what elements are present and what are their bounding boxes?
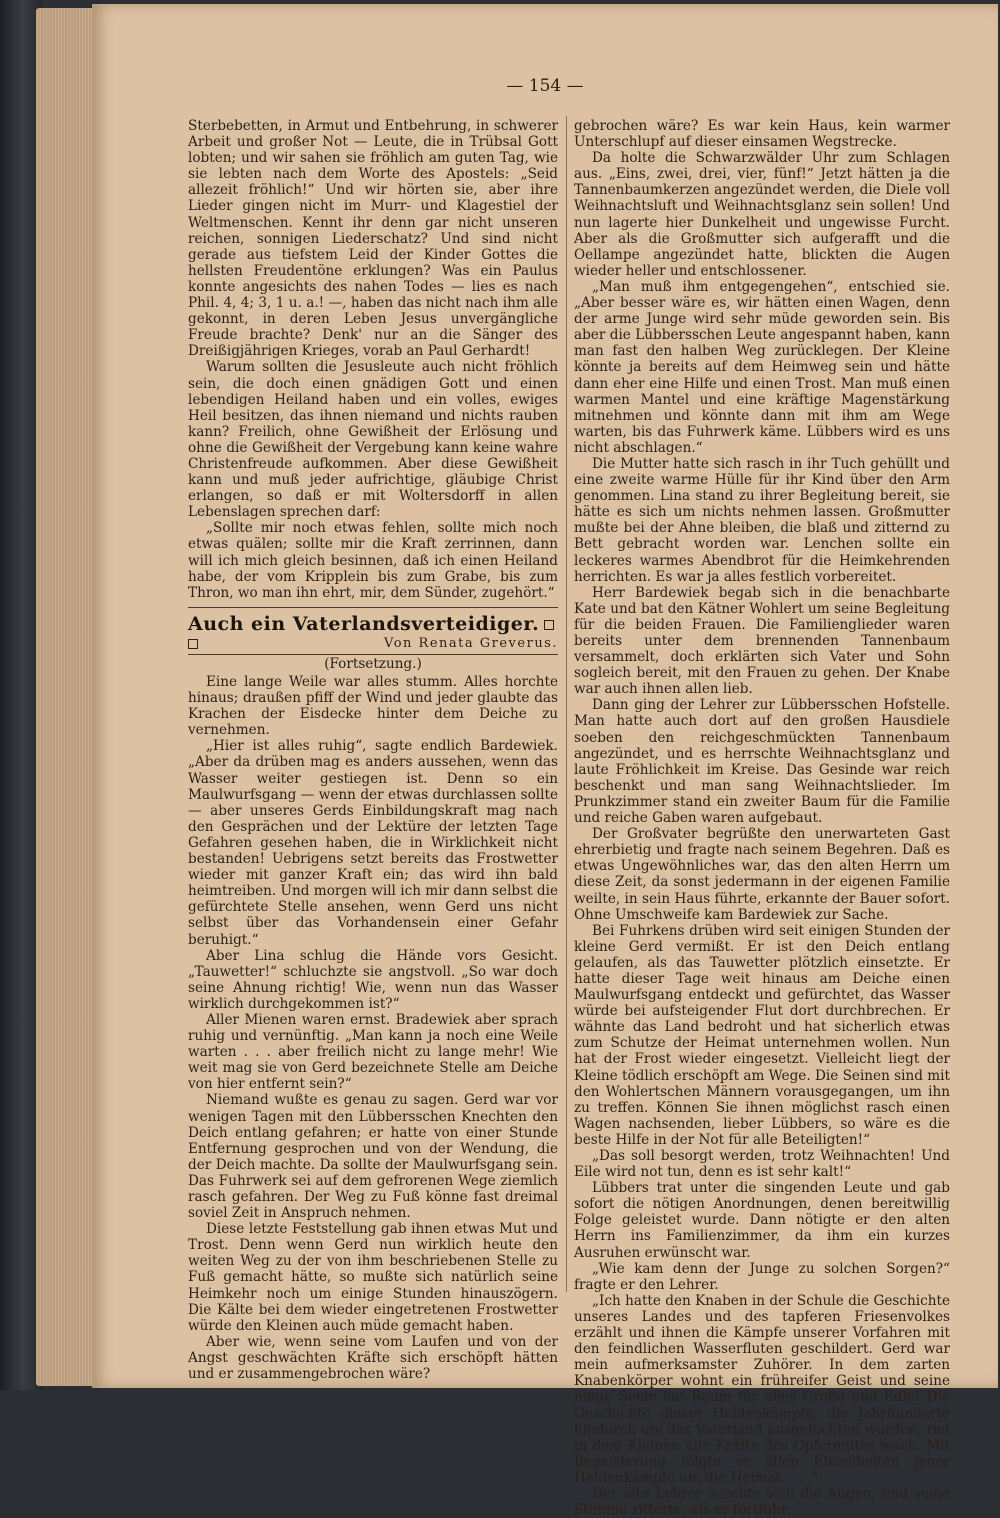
paragraph: „Wie kam denn der Junge zu solchen Sorgen?“ fragte er den Lehrer. <box>574 1260 950 1293</box>
left-column <box>188 118 558 1383</box>
paragraph: Aller Mienen waren ernst. Bradewiek aber sprach ruhig und vernünftig. „Man kann ja noch eine Weile warten . . . aber freilich nicht zu lange mehr! Wie weit mag sie von Gerd bezeichnete Stelle am Deiche von hier entfernt sein?“ <box>188 1011 558 1093</box>
paragraph: Die Mutter hatte sich rasch in ihr Tuch gehüllt und eine zweite warme Hülle für ihr Kind über den Arm genommen. Lina stand zu ihrer Begleitung bereit, sie hätte es sich um nichts nehmen lassen. Großmutter mußte bei der Ahne bleiben, die blaß und zitternd zu Bett gebracht worden war. Lenchen sollte ein leckeres warmes Abendbrot für die Heimkehrenden herrichten. Es war ja alles festlich vorbereitet. <box>574 455 950 585</box>
box-ornament-icon <box>188 639 198 649</box>
rule <box>188 654 558 655</box>
paragraph: Aber Lina schlug die Hände vors Gesicht. „Tauwetter!“ schluchzte sie angstvoll. „So war doch seine Ahnung richtig! Wie, wenn nun das Wasser wirklich durchgekommen ist?“ <box>188 947 558 1012</box>
paragraph: Bei Fuhrkens drüben wird seit einigen Stunden der kleine Gerd vermißt. Er ist den Deich entlang gelaufen, als das Tauwetter plötzlich einsetzte. Er hatte dieser Tage weit hinaus am Deiche einen Maulwurfsgang entdeckt und gefürchtet, das Wasser würde bei aufsteigender Flut dort durchbrechen. Er wähnte das Land bedroht und hat sicherlich etwas zum Schutze der Heimat unternehmen wollen. Nun hat der Frost wieder eingesetzt. Vielleicht liegt der Kleine tödlich erschöpft am Wege. Die Seinen sind mit den Wohlertschen Männern vorausgegangen, um ihn zu treffen. Können Sie ihnen möglichst rasch einen Wagen nachsenden, lieber Lübbers, so wäre es die beste Hilfe in der Not für alle Beteiligten!“ <box>574 922 950 1148</box>
paragraph: „Ich hatte den Knaben in der Schule die Geschichte unseres Landes und des tapferen Friesenvolkes erzählt und ihnen die Kämpfe unserer Vorfahren mit den feindlichen Wasserfluten geschildert. Gerd war mein aufmerksamster Zuhörer. In dem zarten Knabenkörper wohnt ein frühreifer Geist und seine junge Seele hat Raum für alles Große und Edle! Die Geschichte dieser Heldenkämpfe, die Jahrhunderte hindurch um das Vaterland ausgefochten wurden, rief in dem Kleinen alle Kräfte des Opfermutes wach. Mit Begeisterung folgte er allen Einzelheiten jener Heldenkämpfe um die Heimat. . . .“ <box>574 1292 950 1486</box>
hymn-quote: „Sollte mir noch etwas fehlen, sollte mich noch etwas quälen; sollte mir die Kraft zerrinnen, dann will ich mich gleich besinnen, daß ich einen Heiland habe, der vom Kripplein bis zum Grabe, bis zum Thron, wo man ihn ehrt, mir, dem Sünder, zugehört.“ <box>188 520 558 601</box>
paragraph: Da holte die Schwarzwälder Uhr zum Schlagen aus. „Eins, zwei, drei, vier, fünf!“ Jetzt hätten ja die Tannenbaumkerzen angezündet werden, die Diele voll Weihnachtsluft und Weihnachtsglanz sein sollen! Und nun lagerte hier Dunkelheit und ungewisse Furcht. Aber als die Großmutter sich aufgerafft und die Oellampe angezündet hatte, blickten die Augen wieder heller und entschlossener. <box>574 150 950 279</box>
box-ornament-icon <box>544 620 554 630</box>
page-number: — 154 — <box>506 76 584 96</box>
paragraph: Diese letzte Feststellung gab ihnen etwas Mut und Trost. Denn wenn Gerd nun wirklich heute den weiten Weg zu der von ihm beschriebenen Stelle zu Fuß gemacht hätte, so mußte sich natürlich seine Heimkehr noch um einige Stunden hinauszögern. Die Kälte bei dem wieder eingetretenen Frostwetter würde den Kleinen auch müde gemacht haben. <box>188 1221 558 1334</box>
paragraph: Aber wie, wenn seine vom Laufen und von der Angst geschwächten Kräfte sich erschöpft hätten und er zusammengebrochen wäre? <box>188 1333 558 1383</box>
article-title: Auch ein Vaterlandsverteidiger. <box>188 612 540 635</box>
paragraph: Herr Bardewiek begab sich in die benachbarte Kate und bat den Kätner Wohlert um seine Begleitung für die beiden Frauen. Die Familienglieder waren bereits unter dem brennenden Tannenbaum versammelt, doch erklärten sich Vater und Sohn sogleich bereit, mit den Frauen zu gehen. Der Knabe war auch ihnen allen lieb. <box>574 584 950 698</box>
paragraph: Sterbebetten, in Armut und Entbehrung, in schwerer Arbeit und großer Not — Leute, die in Trübsal Gott lobten; und wir sahen sie fröhlich am guten Tag, wie sie lebten nach dem Worte des Apostels: „Seid allezeit fröhlich!“ Und wir hörten sie, aber ihre Lieder gingen nicht im Murr- und Klagestiel der Weltmenschen. Kennt ihr denn gar nicht unseren reichen, sonnigen Liederschatz? Und sind nicht gerade aus tiefstem Leid der Kinder Gottes die hellsten Freudentöne erklungen? Was ein Paulus konnte angesichts des nahen Todes — lies es nach Phil. 4, 4; 3, 1 u. a.! —, haben das nicht nach ihm alle gekonnt, in deren Leben Jesus unvergängliche Freude brachte? Denk' nur an die Sänger des Dreißigjährigen Krieges, vorab an Paul Gerhardt! <box>188 118 558 360</box>
paragraph: gebrochen wäre? Es war kein Haus, kein warmer Unterschlupf auf dieser einsamen Wegstrecke. <box>574 118 950 151</box>
paragraph: Niemand wußte es genau zu sagen. Gerd war vor wenigen Tagen mit den Lübbersschen Knechten den Deich entlang gefahren; er hatte von einer Stunde Entfernung gesprochen und von der Wendung, die der Deich machte. Da sollte der Maulwurfsgang sein. Das Fuhrwerk sei auf dem gefrorenen Wege ziemlich rasch gefahren. Der Weg zu Fuß könne fast dreimal soviel Zeit in Anspruch nehmen. <box>188 1092 558 1222</box>
paragraph: „Man muß ihm entgegengehen“, entschied sie. „Aber besser wäre es, wir hätten einen Wagen, denn der arme Junge wird sehr müde geworden sein. Bis aber die Lübbersschen Leute angespannt haben, kann man fast den halben Weg zurücklegen. Der Kleine könnte ja bereits auf dem Heimweg sein und hätte dann eher eine Hilfe und einen Trost. Man muß einen warmen Mantel und eine kräftige Magenstärkung mitnehmen und könnte dann mit ihm am Wege warten, bis das Fuhrwerk käme. Lübbers wird es uns nicht abschlagen.“ <box>574 278 950 456</box>
paragraph: Warum sollten die Jesusleute auch nicht fröhlich sein, die doch einen gnädigen Gott und einen lebendigen Heiland haben und ein volles, ewiges Heil besitzen, das ihnen niemand und nichts rauben kann? Freilich, ohne Gewißheit der Erlösung und ohne die Gewißheit der Vergebung kann keine wahre Christenfreude aufkommen. Aber diese Gewißheit kann und muß jeder aufrichtige, gläubige Christ erlangen, so daß er mit Woltersdorff in allen Lebenslagen sprechen darf: <box>188 359 558 521</box>
scanned-page <box>92 4 998 1518</box>
paragraph: Der alte Lehrer wischte sich die Augen, und seine Stimme zitterte, als er fortfuhr: <box>574 1485 950 1518</box>
continuation-note: (Fortsetzung.) <box>324 655 422 672</box>
column-divider <box>566 116 567 1292</box>
paragraph: „Hier ist alles ruhig“, sagte endlich Bardewiek. „Aber da drüben mag es anders aussehen, wenn das Wasser weiter gestiegen ist. Denn so ein Maulwurfsgang — wenn der etwas durchlassen sollte — aber unseres Gerds Einbildungskraft mag nach den Gesprächen und der Lektüre der letzten Tage Gefahren gesehen haben, die in Wirklichkeit nicht bestanden! Uebrigens setzt bereits das Frostwetter wieder mit ganzer Kraft ein; das wird ihn bald heimtreiben. Und morgen will ich mir dann selbst die gefürchtete Stelle ansehen, wenn Gerd uns nicht selbst über das Vorhandensein einer Gefahr beruhigt.“ <box>188 738 558 948</box>
article-byline: Von Renata Greverus. <box>384 635 558 651</box>
paragraph: Der Großvater begrüßte den unerwarteten Gast ehrerbietig und fragte nach seinem Begehren. Daß es etwas Ungewöhnliches war, das den alten Herrn um diese Zeit, da sonst jedermann in der eigenen Familie weilte, in sein Haus führte, erkannte der Bauer sofort. Ohne Umschweife kam Bardewiek zur Sache. <box>574 826 950 923</box>
right-column <box>574 118 950 1518</box>
paragraph: „Das soll besorgt werden, trotz Weihnachten! Und Eile wird not tun, denn es ist sehr kalt!“ <box>574 1148 950 1181</box>
paragraph: Eine lange Weile war alles stumm. Alles horchte hinaus; draußen pfiff der Wind und jeder glaubte das Krachen der Eisdecke hinter dem Deiche zu vernehmen. <box>188 674 558 739</box>
paragraph: Dann ging der Lehrer zur Lübbersschen Hofstelle. Man hatte auch dort auf den großen Hausdiele soeben den reichgeschmückten Tannenbaum angezündet, und es herrschte Weihnachtsglanz und laute Fröhlichkeit im Kreise. Das Gesinde war reich beschenkt und man sang Weihnachtslieder. Im Prunkzimmer stand ein zweiter Baum für die Familie und reiche Gaben waren aufgebaut. <box>574 697 950 827</box>
article-header <box>188 607 558 672</box>
paragraph: Lübbers trat unter die singenden Leute und gab sofort die nötigen Anordnungen, denen bereitwillig Folge geleistet wurde. Dann nötigte er den alten Herrn ins Familienzimmer, da ihm ein kurzes Ausruhen erwünscht war. <box>574 1180 950 1261</box>
